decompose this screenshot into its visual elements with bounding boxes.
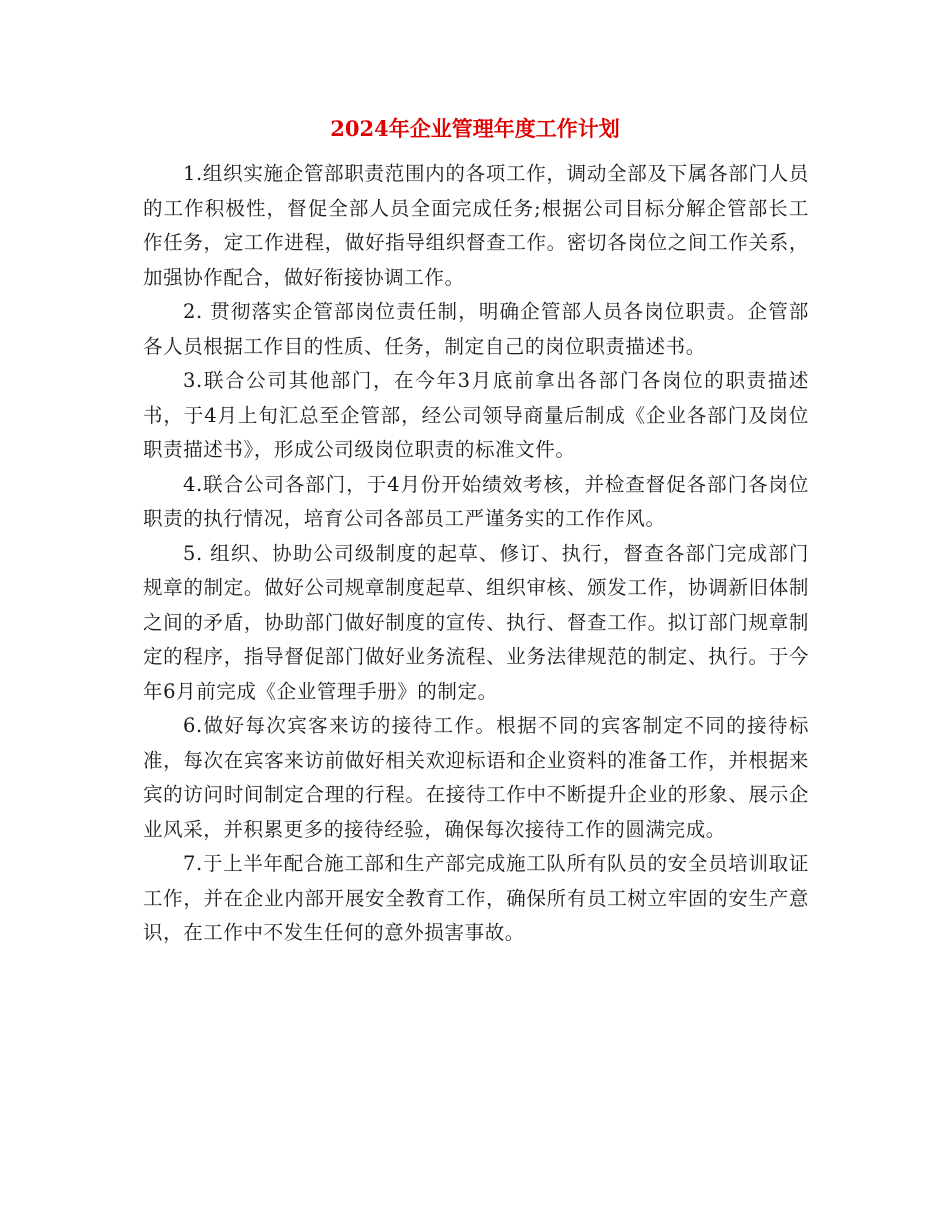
paragraph-7: 7.于上半年配合施工部和生产部完成施工队所有队员的安全员培训取证工作，并在企业内部开展安全教育工作，确保所有员工树立牢固的安生产意识，在工作中不发生任何的意外损害事故。 [143, 852, 809, 944]
document-body [143, 157, 809, 951]
paragraph-4: 4.联合公司各部门，于4月份开始绩效考核，并检查督促各部门各岗位职责的执行情况，培育公司各部员工严谨务实的工作作风。 [143, 472, 809, 530]
paragraph-6: 6.做好每次宾客来访的接待工作。根据不同的宾客制定不同的接待标准，每次在宾客来访前做好相关欢迎标语和企业资料的准备工作，并根据来宾的访问时间制定合理的行程。在接待工作中不断提升企业的形象、展示企业风采，并积累更多的接待经验，确保每次接待工作的圆满完成。 [143, 714, 809, 841]
paragraph-1: 1.组织实施企管部职责范围内的各项工作，调动全部及下属各部门人员的工作积极性，督促全部人员全面完成任务;根据公司目标分解企管部长工作任务，定工作进程，做好指导组织督查工作。密切各岗位之间工作关系，加强协作配合，做好衔接协调工作。 [143, 162, 809, 289]
paragraph-2: 2. 贯彻落实企管部岗位责任制，明确企管部人员各岗位职责。企管部各人员根据工作目的性质、任务，制定自己的岗位职责描述书。 [143, 300, 809, 358]
paragraph-5: 5. 组织、协助公司级制度的起草、修订、执行，督查各部门完成部门规章的制定。做好公司规章制度起草、组织审核、颁发工作，协调新旧体制之间的矛盾，协助部门做好制度的宣传、执行、督查工作。拟订部门规章制定的程序，指导督促部门做好业务流程、业务法律规范的制定、执行。于今年6月前完成《企业管理手册》的制定。 [143, 541, 809, 703]
paragraph-3: 3.联合公司其他部门，在今年3月底前拿出各部门各岗位的职责描述书，于4月上旬汇总至企管部，经公司领导商量后制成《企业各部门及岗位职责描述书》，形成公司级岗位职责的标准文件。 [143, 369, 809, 461]
document-title: 2024年企业管理年度工作计划 [330, 116, 620, 141]
